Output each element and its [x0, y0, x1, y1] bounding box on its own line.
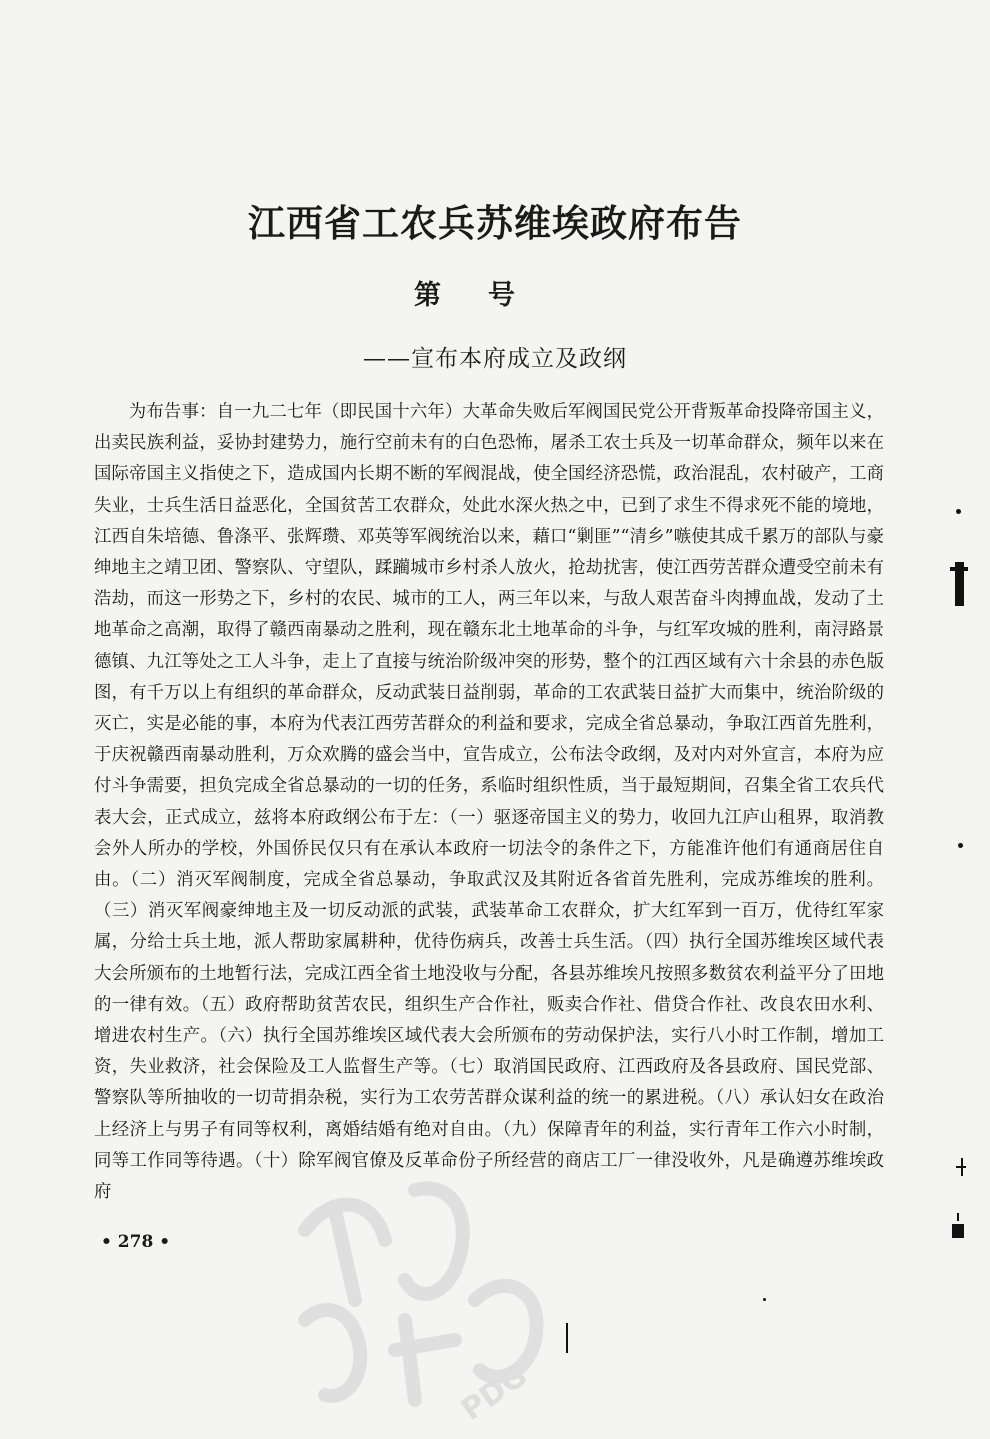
- document-number-line: [0, 273, 990, 311]
- watermark-stamp: [265, 1150, 585, 1430]
- scan-edge-mark: [763, 1298, 766, 1301]
- document-subtitle: ——宣布本府成立及政纲: [363, 346, 627, 372]
- scan-edge-mark: [952, 1224, 964, 1238]
- scan-edge-mark: [950, 567, 968, 571]
- document-title: 江西省工农兵苏维埃政府布告: [248, 201, 742, 245]
- scan-edge-mark: [566, 1323, 568, 1353]
- scan-edge-mark: [956, 509, 961, 514]
- page-number: • 278 •: [101, 1232, 171, 1252]
- number-label-suffix: 号: [488, 280, 515, 311]
- scan-edge-mark: [958, 843, 963, 848]
- watermark-tag: PDG: [455, 1358, 534, 1428]
- body-paragraph: 为布告事：自一九二七年（即民国十六年）大革命失败后军阀国民党公开背叛革命投降帝国主义，出卖民族利益，妥协封建势力，施行空前未有的白色恐怖，屠杀工农士兵及一切革命群众，频年以来在国际帝国主义指使之下，造成国内长期不断的军阀混战，使全国经济恐慌，政治混乱，农村破产，工商失业，士兵生活日益恶化，全国贫苦工农群众，处此水深火热之中，已到了求生不得求死不能的境地，江西自朱培德、鲁涤平、张辉瓒、邓英等军阀统治以来，藉口“剿匪”“清乡”嗾使其成千累万的部队与豪绅地主之靖卫团、警察队、守望队，蹂躏城市乡村杀人放火，抢劫扰害，使江西劳苦群众遭受空前未有浩劫，而这一形势之下，乡村的农民、城市的工人，两三年以来，与敌人艰苦奋斗肉搏血战，发动了土地革命之高潮，取得了赣西南暴动之胜利，现在赣东北土地革命的斗争，与红军攻城的胜利，南浔路景德镇、九江等处之工人斗争，走上了直接与统治阶级冲突的形势，整个的江西区域有六十余县的赤色版图，有千万以上有组织的革命群众，反动武装日益削弱，革命的工农武装日益扩大而集中，统治阶级的灭亡，实是必能的事，本府为代表江西劳苦群众的利益和要求，完成全省总暴动，争取江西首先胜利，于庆祝赣西南暴动胜利，万众欢腾的盛会当中，宣告成立，公布法令政纲，及对内对外宣言，本府为应付斗争需要，担负完成全省总暴动的一切的任务，系临时组织性质，当于最短期间，召集全省工农兵代表大会，正式成立，兹将本府政纲公布于左：（一）驱逐帝国主义的势力，收回九江庐山租界，取消教会外人所办的学校，外国侨民仅只有在承认本政府一切法令的条件之下，方能准许他们有通商居住自由。（二）消灭军阀制度，完成全省总暴动，争取武汉及其附近各省首先胜利，完成苏维埃的胜利。（三）消灭军阀豪绅地主及一切反动派的武装，武装革命工农群众，扩大红军到一百万，优待红军家属，分给士兵土地，派人帮助家属耕种，优待伤病兵，改善士兵生活。（四）执行全国苏维埃区域代表大会所颁布的土地暂行法，完成江西全省土地没收与分配，各县苏维埃凡按照多数贫农利益平分了田地的一律有效。（五）政府帮助贫苦农民，组织生产合作社，贩卖合作社、借贷合作社、改良农田水利、增进农村生产。（六）执行全国苏维埃区域代表大会所颁布的劳动保护法，实行八小时工作制，增加工资，失业救济，社会保险及工人监督生产等。（七）取消国民政府、江西政府及各县政府、国民党部、警察队等所抽收的一切苛捐杂税，实行为工农劳苦群众谋利益的统一的累进税。（八）承认妇女在政治上经济上与男子有同等权利，离婚结婚有绝对自由。（九）保障青年的利益，实行青年工作六小时制，同等工作同等待遇。（十）除军阀官僚及反革命份子所经营的商店工厂一律没收外，凡是确遵苏维埃政府: [94, 402, 884, 1203]
- scan-edge-mark: [957, 1213, 959, 1221]
- body-text: [94, 397, 884, 1208]
- number-label-prefix: 第: [414, 280, 441, 311]
- scan-edge-mark: [956, 1166, 966, 1168]
